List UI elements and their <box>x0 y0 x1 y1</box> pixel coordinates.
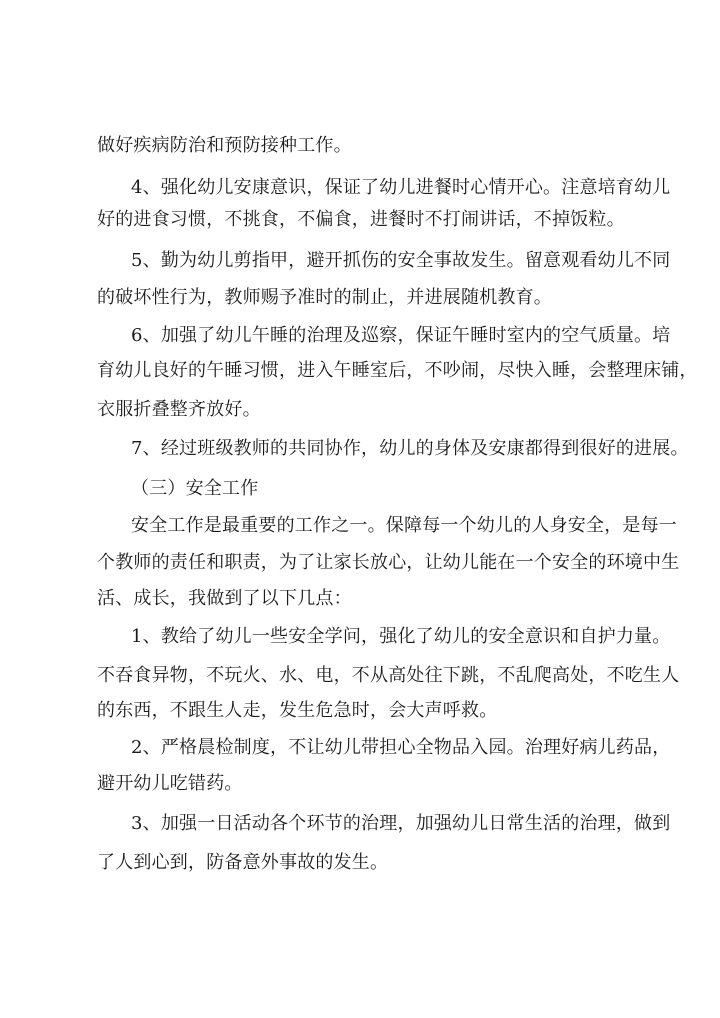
text-line-17: 2、严格晨检制度，不让幼儿带担心全物品入园。治理好病儿药品， <box>131 737 671 758</box>
text-line-2: 4、强化幼儿安康意识，保证了幼儿进餐时心情开心。注意培育幼儿 <box>131 177 671 198</box>
text-line-12: 个教师的责任和职责，为了让家长放心，让幼儿能在一个安全的环境中生 <box>97 552 680 573</box>
text-line-19: 3、加强一日活动各个环节的治理，加强幼儿日常生活的治理，做到 <box>131 813 671 834</box>
text-line-7: 育幼儿良好的午睡习惯，进入午睡室后，不吵闹，尽快入睡，会整理床铺， <box>97 360 698 381</box>
text-line-18: 避开幼儿吃错药。 <box>97 773 243 794</box>
text-line-5: 的破坏性行为，教师赐予准时的制止，并进展随机教育。 <box>97 287 552 308</box>
text-line-16: 的东西，不跟生人走，发生危急时，会大声呼救。 <box>97 700 498 721</box>
text-line-9: 7、经过班级教师的共同协作，幼儿的身体及安康都得到很好的进展。 <box>131 438 689 459</box>
text-line-14: 1、教给了幼儿一些安全学问，强化了幼儿的安全意识和自护力量。 <box>131 626 671 647</box>
text-line-8: 衣服折叠整齐放好。 <box>97 399 261 420</box>
text-line-11: 安全工作是最重要的工作之一。保障每一个幼儿的人身安全，是每一 <box>131 515 677 536</box>
text-line-4: 5、勤为幼儿剪指甲，避开抓伤的安全事故发生。留意观看幼儿不同 <box>131 250 671 271</box>
text-line-3: 好的进食习惯，不挑食，不偏食，进餐时不打闹讲话，不掉饭粒。 <box>97 209 625 230</box>
section-heading: （三）安全工作 <box>131 478 259 499</box>
text-line-6: 6、加强了幼儿午睡的治理及巡察，保证午睡时室内的空气质量。培 <box>131 325 671 346</box>
text-line-15: 不吞食异物，不玩火、水、电，不从高处往下跳，不乱爬高处，不吃生人 <box>97 665 680 686</box>
text-line-13: 活、成长，我做到了以下几点： <box>97 588 352 609</box>
text-line-20: 了人到心到，防备意外事故的发生。 <box>97 852 389 873</box>
text-line-1: 做好疾病防治和预防接种工作。 <box>97 135 352 156</box>
